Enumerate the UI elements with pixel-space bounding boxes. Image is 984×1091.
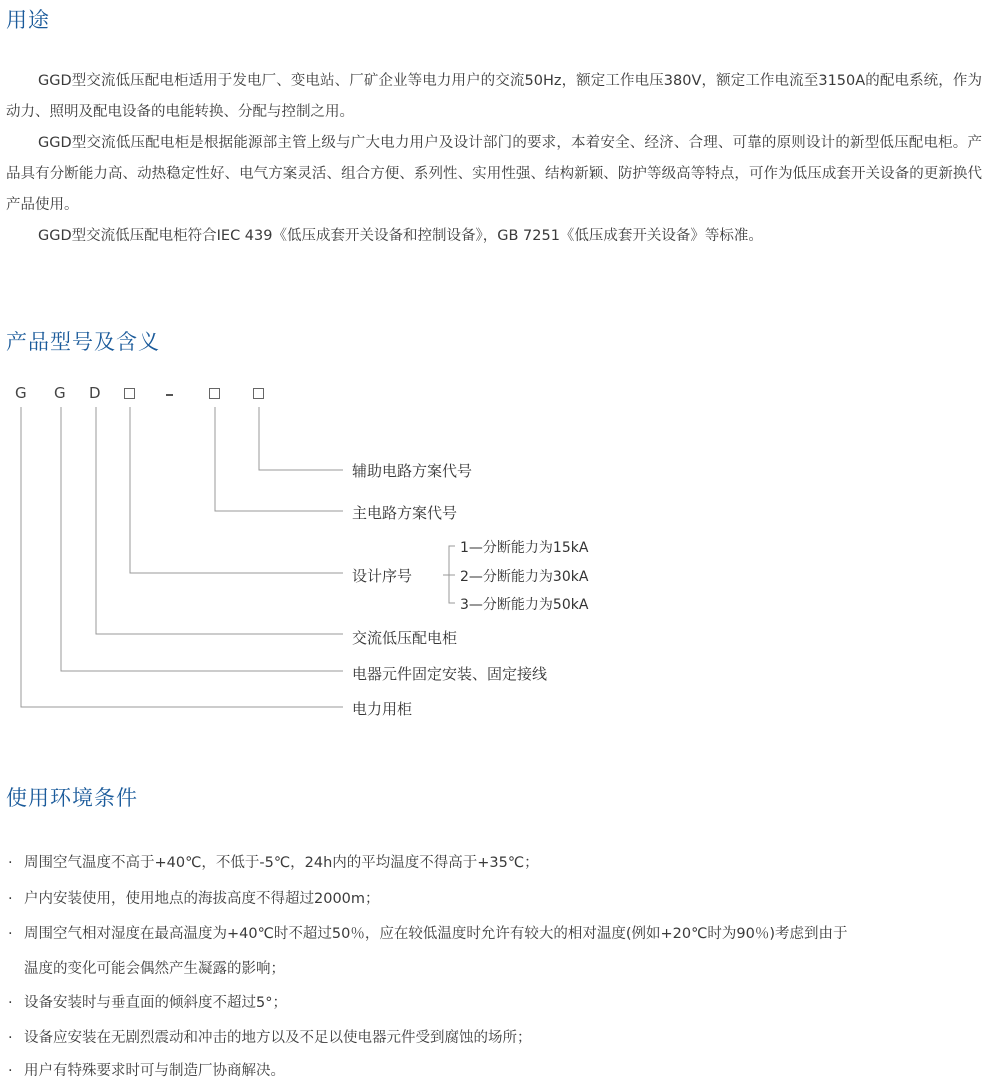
label-fixed-install: 电器元件固定安装、固定接线 (352, 665, 548, 683)
env-item-6: · 用户有特殊要求时可与制造厂协商解决。 (8, 1053, 978, 1089)
env-item-4: · 设备安装时与垂直面的倾斜度不超过5°； (8, 985, 978, 1021)
section-title-usage: 用途 (6, 8, 50, 32)
section-title-model: 产品型号及含义 (6, 330, 160, 354)
bullet-dot: · (8, 995, 13, 1011)
code-letter-g2: G (54, 384, 66, 402)
env-item-1: · 周围空气温度不高于+40℃，不低于-5℃，24h内的平均温度不得高于+35℃； (8, 845, 978, 881)
design-option-3: 3—分断能力为50kA (460, 597, 589, 613)
bullet-dot: · (8, 855, 13, 871)
usage-paragraph-1: GGD型交流低压配电柜适用于发电厂、变电站、厂矿企业等电力用户的交流50Hz，额定工作电压380V，额定工作电流至3150A的配电系统，作为动力、照明及配电设备的电能转换、分配与控制之用。 (6, 73, 982, 120)
bullet-dot: · (8, 926, 13, 942)
bullet-dot: · (8, 1030, 13, 1046)
bullet-dot: · (8, 1063, 13, 1079)
env-item-2: · 户内安装使用，使用地点的海拔高度不得超过2000m； (8, 881, 978, 917)
code-letter-g1: G (15, 384, 27, 402)
label-power-cabinet: 电力用柜 (352, 700, 413, 718)
design-option-2: 2—分断能力为30kA (460, 569, 589, 585)
usage-paragraph-3: GGD型交流低压配电柜符合IEC 439《低压成套开关设备和控制设备》，GB 7251《低压成套开关设备》等标准。 (38, 228, 763, 244)
bullet-dot: · (8, 891, 13, 907)
design-option-1: 1—分断能力为15kA (460, 540, 589, 556)
label-ac-cabinet: 交流低压配电柜 (352, 629, 458, 647)
usage-paragraph-2: GGD型交流低压配电柜是根据能源部主管上级与广大电力用户及设计部门的要求，本着安全、经济、合理、可靠的原则设计的新型低压配电柜。产品具有分断能力高、动热稳定性好、电气方案灵活、组合方便、系列性、实用性强、结构新颖、防护等级高等特点，可作为低压成套开关设备的更新换代产品使用。 (6, 135, 982, 213)
env-item-3-cont: 温度的变化可能会偶然产生凝露的影响； (24, 961, 285, 977)
env-item-3: · 周围空气相对湿度在最高温度为+40℃时不超过50％，应在较低温度时允许有较大的相对温度(例如+20℃时为90％)考虑到由于 (8, 916, 978, 952)
section-title-environment: 使用环境条件 (6, 786, 138, 810)
label-aux-circuit: 辅助电路方案代号 (352, 462, 473, 480)
label-main-circuit: 主电路方案代号 (352, 504, 458, 522)
env-item-5: · 设备应安装在无剧烈震动和冲击的地方以及不足以使电器元件受到腐蚀的场所； (8, 1020, 978, 1056)
label-design-seq: 设计序号 (352, 567, 413, 585)
code-letter-d: D (89, 384, 101, 402)
